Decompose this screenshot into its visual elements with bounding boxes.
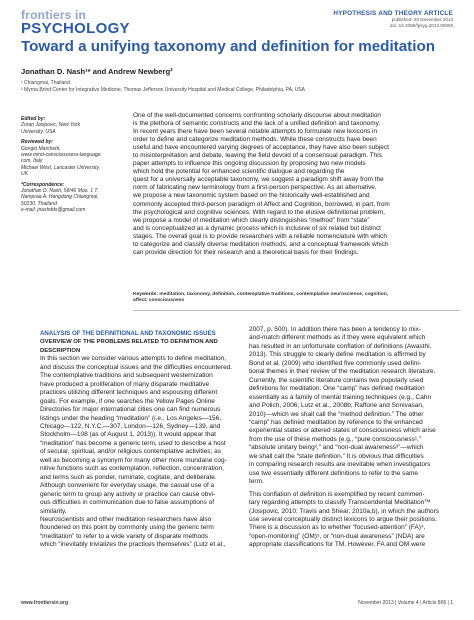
abstract-line: In recent years there have been several notable attempts to formulate new lexicons in: [133, 128, 378, 136]
body-line: essentially as a family of mental training techniques (e.g., Cahn: [249, 393, 432, 401]
body-line: Chicago—122, N.Y.C.—307, London—126, Sydney—139, and: [40, 422, 221, 430]
body-line: term.: [249, 478, 264, 486]
sidebar-line: Zoran Josipovic, New York: [21, 122, 81, 129]
abstract-line: order to define and categorize meditation methods. While these constructs have been: [133, 136, 377, 144]
body-line: generic term to group any activity or practice can cause obvi-: [40, 490, 216, 498]
body-line: 2010)—which we shall call the “method definition.” The other: [249, 410, 424, 418]
article-title: Toward a unifying taxonomy and definition for meditation: [21, 38, 435, 55]
body-line: well as becoming a synonym for many other more mundane cog-: [40, 456, 227, 464]
logo-bottom-text: PSYCHOLOGY: [21, 20, 130, 37]
sidebar-line: e-mail: jnashdds@gmail.com: [21, 207, 86, 214]
body-line: “open-monitoring” (OM)⁵, or “non-dual awareness” (NDA) are: [249, 532, 425, 540]
body-line: Although convenient for everyday usage, the casual use of a: [40, 482, 215, 490]
footer-url[interactable]: www.frontiersin.org: [21, 600, 69, 606]
body-line: “camp” has defined meditation by reference to the enhanced: [249, 418, 423, 426]
body-line: and-match different methods as if they were equivalent which: [249, 334, 426, 342]
sidebar-line: UK: [21, 171, 28, 178]
body-line: use several conceptually distinct lexicons to argue their positions.: [249, 515, 437, 523]
article-type: HYPOTHESIS AND THEORY ARTICLE: [333, 10, 453, 17]
abstract-line: which hold the potential for enhanced scientific dialogue and regarding the: [133, 168, 345, 176]
affiliation-1: ¹ Chiangmai, Thailand: [21, 80, 70, 86]
abstract-line: is the plethora of semantic constructs and the lack of a unified definition and taxonomy.: [133, 120, 381, 128]
keywords-label: Keywords:: [133, 292, 159, 297]
body-line: of secular, spiritual, and/or religious contemplative activities; as: [40, 448, 222, 456]
body-line: experiential states or altered states of consciousness which arise: [249, 427, 436, 435]
subsection-heading: OVERVIEW OF THE PROBLEMS RELATED TO DEFINITION AND: [40, 339, 218, 346]
keywords-line-2: affect, consciousness: [133, 298, 185, 303]
sidebar-line: Michael West, Lancaster University,: [21, 164, 101, 171]
sidebar-line: Giorgio Marchetti,: [21, 145, 61, 152]
body-line: (Josipovic, 2010; Travis and Shear, 2010a,b), in which the authors: [249, 507, 440, 515]
footer-meta: November 2013 | Volume 4 | Article 806 | 1: [358, 600, 453, 606]
abstract-line: and is conceptualized as a dynamic process which is inclusive of six related but distinct: [133, 224, 381, 232]
abstract-line: to categorize and classify diverse meditation methods, and a conceptual framework which: [133, 240, 389, 248]
body-line: goals. For example, if one searches the Yellow Pages Online: [40, 397, 215, 405]
affiliation-2: ² Myrna Brind Center for Integrative Medicine, Thomas Jefferson University Hospital and Medical College, Philadelphia, PA, USA: [21, 87, 306, 93]
abstract-line: the psychological and cognitive sciences. With regard to the elusive definitional problem,: [133, 208, 385, 216]
journal-logo: [21, 9, 141, 36]
sidebar-line: *Correspondence:: [21, 181, 65, 188]
body-line: floundered on this point by commonly using the generic term: [40, 524, 214, 532]
body-right-column: [249, 326, 459, 550]
sidebar-line: 50230, Thailand: [21, 200, 57, 207]
article-meta: [333, 10, 453, 29]
abstract-line: paper attempts to influence this ongoing discussion by proposing two new models: [133, 160, 366, 168]
abstract-line: to misinterpretation and debate, leaving the field devoid of a consensual paradigm. This: [133, 152, 382, 160]
keywords-line-1: meditation, taxonomy, definition, contemplative traditions, contemplative neuroscience, cognition,: [159, 292, 389, 297]
body-line: 2007, p. 500). In addition there has been a tendency to mix-: [249, 326, 422, 333]
body-line: “meditation” has become a generic term, used to describe a host: [40, 439, 226, 447]
abstract-line: we propose a model of meditation which clearly distinguishes “method” from “state”: [133, 216, 370, 224]
body-line: There is a discussion as to whether “focused-attention” (FA)⁴,: [249, 524, 426, 532]
body-line: listings under the heading “meditation” (i.e., Los Angeles—156,: [40, 414, 222, 422]
body-line: The contemplative traditions and subsequent westernization: [40, 372, 213, 380]
abstract-line: commonly accepted third-person paradigm of Affect and Cognition, borrowed, in part, from: [133, 200, 390, 208]
editorial-sidebar: [21, 116, 121, 214]
abstract: [133, 112, 460, 257]
section-heading: ANALYSIS OF THE DEFINITIONAL AND TAXONOMIC ISSUES: [40, 330, 216, 337]
body-line: Bond et al. (2009) who identified five commonly used defini-: [249, 359, 421, 367]
body-line: definitions for meditation. One “camp” has defined meditation: [249, 385, 425, 393]
abstract-line: useful and have encountered varying degrees of acceptance, they have also been subject: [133, 144, 389, 152]
sidebar-line: Nampraa A. Hangdong Chiangmai,: [21, 194, 99, 201]
body-line: and discuss the conceptual issues and the difficulties encountered.: [40, 363, 233, 371]
abstract-line: One of the well-documented concerns confronting scholarly discourse about meditation: [133, 112, 381, 119]
body-line: Neuroscientists and other meditation researchers have also: [40, 515, 212, 523]
body-line: 2013). This struggle to clearly define meditation is affirmed by: [249, 351, 426, 359]
body-line: Stockholm—108 (as of August 1, 2013)). It would appear that: [40, 431, 216, 439]
sidebar-line: www.mind-consciousness-language.: [21, 152, 102, 159]
body-line: This conflation of definition is exemplified by recent commen-: [249, 490, 425, 498]
published-date: published: 20 November 2013: [391, 17, 453, 22]
body-line: practices utilizing different techniques and espousing different: [40, 389, 218, 397]
sidebar-line: Edited by:: [21, 116, 46, 122]
abstract-line: norm of fabricating new terminology from a first-person perspective. As an alternative,: [133, 184, 377, 192]
body-line: nitive functions such as contemplation, reflection, concentration,: [40, 465, 224, 473]
body-line: which “inevitably trivializes the practices themselves” (Lutz et al.,: [40, 541, 226, 549]
body-line: use two essentially different definitions to refer to the same: [249, 469, 418, 477]
sidebar-line: Jonathan D. Nash, 58/46 Moo. 1 T.: [21, 188, 99, 195]
logo-top-text: frontiers in: [21, 8, 87, 22]
body-line: we shall call the “state definition.” It is obvious that difficulties: [249, 452, 424, 460]
body-line: similarity.: [40, 507, 67, 515]
abstract-line: can provide direction for their research and a theoretical basis for their findings.: [133, 248, 359, 256]
body-left-column: [40, 330, 250, 550]
subsection-heading: DESCRIPTION: [40, 347, 81, 354]
body-line: In this section we consider various attempts to define meditation,: [40, 355, 227, 363]
sidebar-line: com, Italy: [21, 158, 43, 165]
body-line: Directories for major international cities one can find numerous: [40, 406, 221, 414]
body-line: tary regarding attempts to classify Transcendental Meditation™: [249, 499, 431, 507]
body-line: have produced a proliferation of many disparate meditative: [40, 380, 210, 388]
abstract-line: quest for a universally acceptable taxonomy, we suggest a paradigm shift away from the: [133, 176, 384, 184]
body-line: has resulted in an unfortunate conflation of definitions (Awasthi,: [249, 342, 432, 350]
body-line: tional themes in their review of the meditation research literature.: [249, 368, 436, 376]
body-line: from the use of these methods (e.g., “pure consciousness¹,”: [249, 435, 421, 443]
body-line: and terms such as ponder, ruminate, cogitate, and deliberate.: [40, 473, 217, 481]
sidebar-line: Reviewed by:: [21, 139, 53, 146]
body-line: Currently, the scientific literature contains two popularly used: [249, 376, 424, 384]
sidebar-line: University, USA: [21, 128, 56, 135]
body-line: in comparing research results are inevitable when investigators: [249, 461, 431, 469]
keywords: [133, 292, 460, 304]
body-line: “absolute unitary being²,” and “non-dual awareness³”—which: [249, 444, 424, 452]
section-divider: [133, 310, 460, 311]
abstract-line: we propose a new taxonomic system based on the historically well-established and: [133, 192, 370, 200]
body-line: ous difficulties in communication due to false assumptions of: [40, 499, 215, 507]
body-line: and Polich, 2006; Lutz et al., 2008b; Raffone and Srinivasan,: [249, 402, 424, 410]
body-line: “meditation” to refer to a wide variety of disparate methods: [40, 532, 208, 540]
doi[interactable]: doi: 10.3389/fpsyg.2013.00806: [389, 22, 453, 28]
abstract-line: stages. The overall goal is to provide researchers with a reliable nomenclature with which: [133, 232, 387, 240]
body-line: appropriate classifications for TM. However, FA and OM were: [249, 541, 426, 549]
authors: Jonathan D. Nash¹* and Andrew Newberg²: [21, 67, 173, 76]
